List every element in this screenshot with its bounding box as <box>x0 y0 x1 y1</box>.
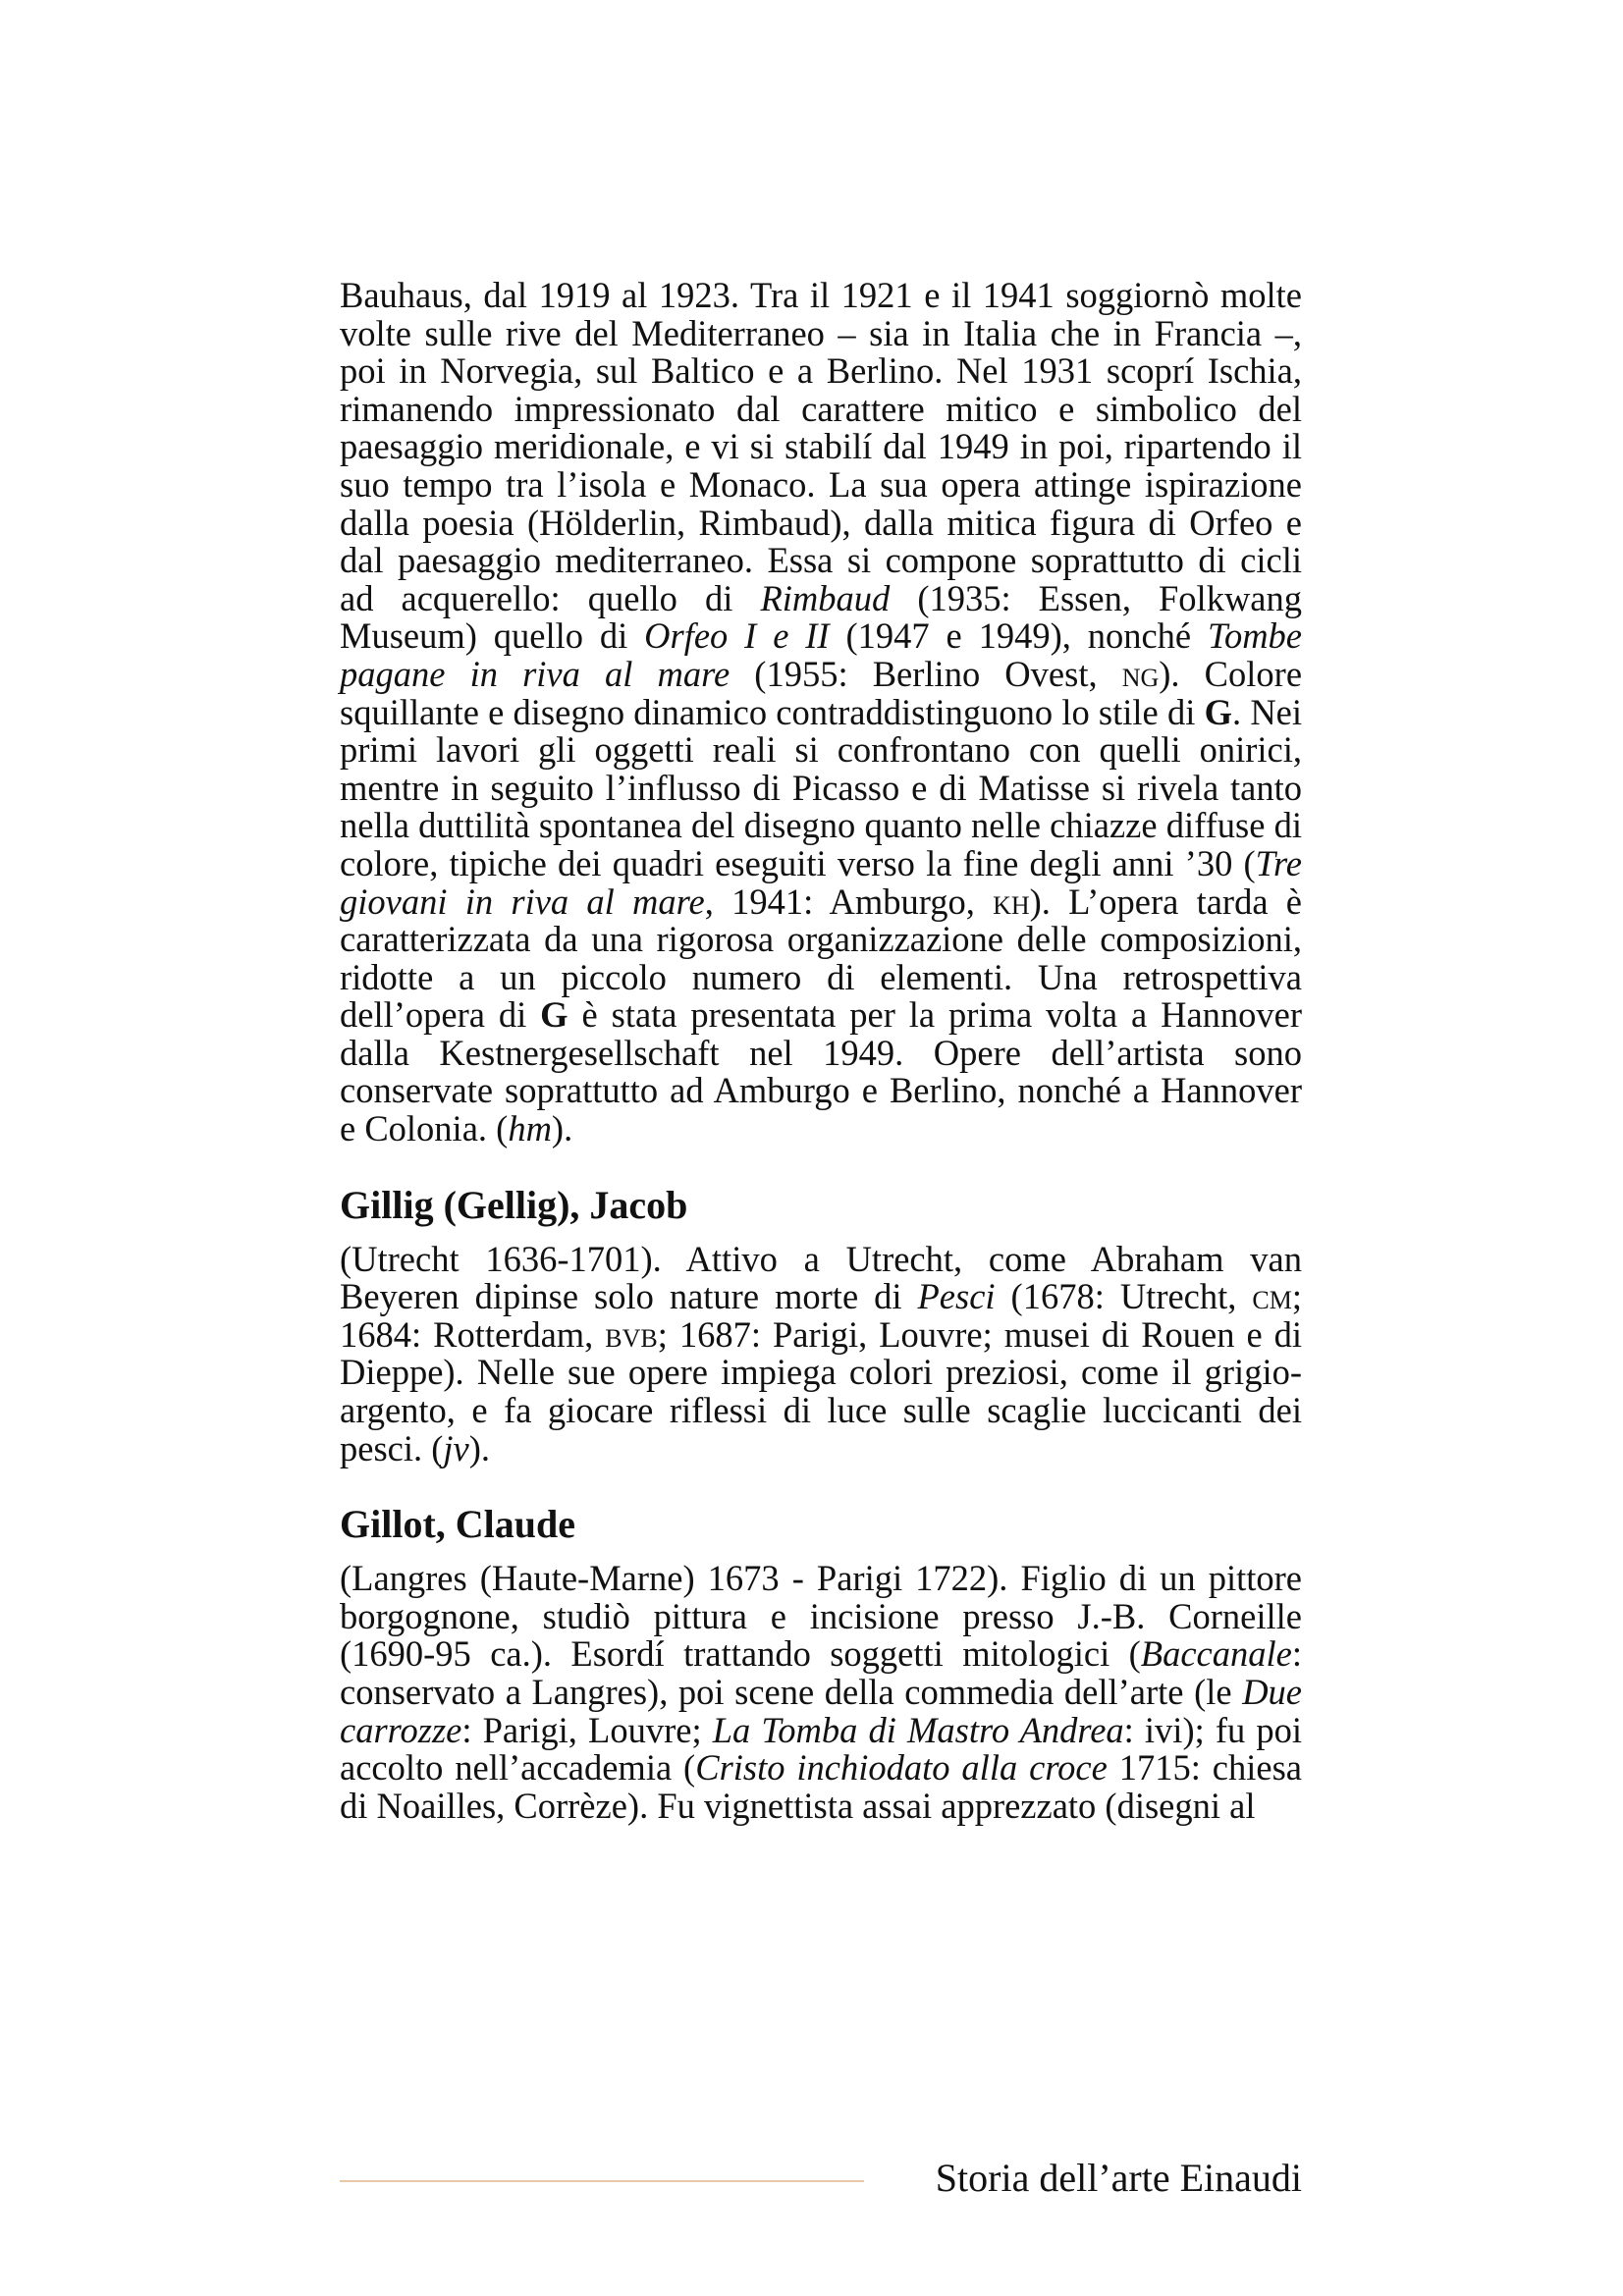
text-run: ). <box>551 1108 573 1149</box>
text-run: ). Colore squillante e disegno dinamico contraddistinguono lo stile di <box>340 653 1303 732</box>
work-title: La Tomba di Mastro Andrea <box>712 1709 1124 1750</box>
entry-paragraph-gillig <box>340 1238 1303 1468</box>
text-run: (1678: Utrecht, <box>1010 1276 1237 1317</box>
work-title: Pesci <box>917 1276 996 1317</box>
work-title: Tre giovani in riva al mare <box>340 842 1302 922</box>
author-initials: jv <box>443 1427 469 1468</box>
text-run: ). <box>468 1427 491 1468</box>
work-title: Rimbaud <box>760 577 891 618</box>
continuation-paragraph <box>340 277 1302 1148</box>
text-run: ; 1684: Rotterdam, <box>340 1276 1303 1355</box>
artist-initial: G <box>1204 691 1232 732</box>
text-run: è stata presentata per la prima volta a Hannover dalla Kestnergesellschaft nel 1949. Opere dell’artista sono conservate soprattutto ad Amburgo e Berlino, nonché a Hannover e Colonia. ( <box>340 994 1303 1149</box>
text-run: 1715: chiesa di Noailles, Corrèze). Fu vignettista assai apprezzato (disegni al <box>340 1747 1302 1826</box>
text-run: (Langres (Haute-Marne) 1673 - Parigi 1722). Figlio di un pittore borgognone, studiò pittura e incisione presso J.-B. Corneille (1690-95 ca.). Esordí trattando soggetti mitologici ( <box>340 1558 1302 1675</box>
work-title: Cristo inchiodato alla croce <box>695 1747 1108 1789</box>
museum-abbreviation: ng <box>1121 653 1160 694</box>
museum-abbreviation: kh <box>993 881 1030 922</box>
entry-paragraph-gillot <box>340 1560 1302 1825</box>
footer-title: Storia dell’arte Einaudi <box>935 2156 1302 2200</box>
text-run: (1935: Essen, Folkwang Museum) quello di <box>340 577 1303 657</box>
text-run: : conservato a Langres), poi scene della commedia dell’arte (le <box>340 1633 1302 1712</box>
text-run: ). L’opera tarda è caratterizzata da una rigorosa organizzazione delle composizioni, ridotte a un piccolo numero di elementi. Una retrospettiva dell’opera di <box>340 881 1302 1036</box>
entry-heading-gillot: Gillot, Claude <box>340 1502 576 1547</box>
text-run: , 1941: Amburgo, <box>704 881 975 922</box>
text-run: (Utrecht 1636-1701). Attivo a Utrecht, come Abraham van Beyeren dipinse solo nature morte di <box>340 1238 1302 1317</box>
entry-heading-gillig: Gillig (Gellig), Jacob <box>340 1182 688 1227</box>
museum-abbreviation: cm <box>1252 1276 1292 1317</box>
museum-abbreviation: bvb <box>605 1313 658 1355</box>
author-initials: hm <box>508 1108 552 1149</box>
work-title: Due carrozze <box>340 1672 1302 1750</box>
work-title: Orfeo I e II <box>644 615 830 657</box>
text-run: ; 1687: Parigi, Louvre; musei di Rouen e di Dieppe). Nelle sue opere impiega colori preziosi, come il grigio-argento, e fa giocare riflessi di luce sulle scaglie luccicanti dei pesci. ( <box>340 1313 1303 1468</box>
footer-rule <box>340 2180 864 2182</box>
work-title: Tombe pagane in riva al mare <box>340 615 1303 694</box>
text-run: Bauhaus, dal 1919 al 1923. Tra il 1921 e il 1941 soggiornò molte volte sulle rive del Mediterraneo – sia in Italia che in Francia –, poi in Norvegia, sul Baltico e a Berlino. Nel 1931 scoprí Ischia, rimanendo impressionato dal carattere mitico e simbolico del paesaggio meridionale, e vi si stabilí dal 1949 in poi, ripartendo il suo tempo tra l’isola e Monaco. La sua opera attinge ispirazione dalla poesia (Hölderlin, Rimbaud), dalla mitica figura di Orfeo e dal paesaggio mediterraneo. Essa si compone soprattutto di cicli ad acquerello: quello di <box>340 275 1302 618</box>
article-body <box>340 277 1302 1825</box>
text-run: (1955: Berlino Ovest, <box>754 653 1098 694</box>
text-run: : Parigi, Louvre; <box>461 1709 702 1750</box>
text-run: (1947 e 1949), nonché <box>845 615 1192 657</box>
artist-initial: G <box>540 994 568 1036</box>
text-run: : ivi); fu poi accolto nell’accademia ( <box>340 1709 1303 1789</box>
text-run: . Nei primi lavori gli oggetti reali si confrontano con quelli onirici, mentre in seguito l’influsso di Picasso e di Matisse si rivela tanto nella duttilità spontanea del disegno quanto nelle chiazze diffuse di colore, tipiche dei quadri eseguiti verso la fine degli anni ’30 ( <box>340 691 1303 883</box>
work-title: Baccanale <box>1140 1633 1292 1675</box>
